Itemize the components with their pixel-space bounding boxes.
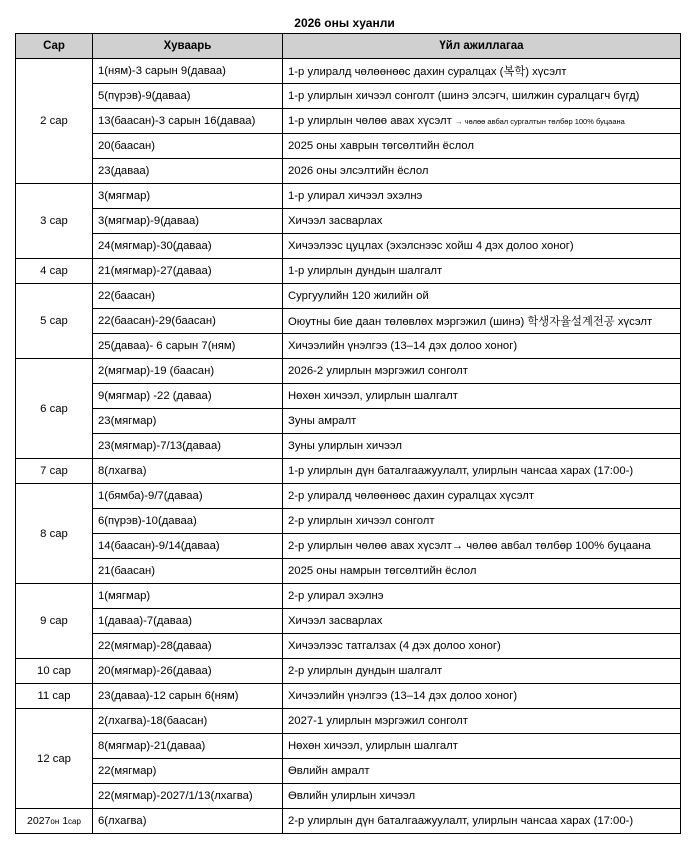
activity-cell: Хичээлийн үнэлгээ (13–14 дэх долоо хоног) [283, 684, 681, 709]
activity-cell: 2-р улирлын дундын шалгалт [283, 659, 681, 684]
activity-cell: Сургуулийн 120 жилийн ой [283, 284, 681, 309]
activity-cell: 2-р улирлын чөлөө авах хүсэлт→ чөлөө авбал төлбөр 100% буцаана [283, 534, 681, 559]
schedule-cell: 20(мягмар)-26(даваа) [93, 659, 283, 684]
activity-cell: 2025 оны намрын төгсөлтийн ёслол [283, 559, 681, 584]
table-row [16, 409, 681, 434]
table-row [16, 634, 681, 659]
month-cell: 6 сар [16, 359, 93, 459]
activity-cell: Зуны амралт [283, 409, 681, 434]
table-row [16, 334, 681, 359]
month-number: 1 [59, 815, 69, 827]
schedule-cell: 24(мягмар)-30(даваа) [93, 234, 283, 259]
schedule-cell: 14(баасан)-9/14(даваа) [93, 534, 283, 559]
activity-cell: Өвлийн амралт [283, 759, 681, 784]
table-row [16, 459, 681, 484]
table-row [16, 59, 681, 84]
schedule-cell: 22(баасан) [93, 284, 283, 309]
table-row [16, 159, 681, 184]
schedule-cell: 22(мягмар)-28(даваа) [93, 634, 283, 659]
month-cell: 5 сар [16, 284, 93, 359]
schedule-cell: 5(пүрэв)-9(даваа) [93, 84, 283, 109]
activity-cell: 1-р улиралд чөлөөнөөс дахин суралцах (복학) хүсэлт [283, 59, 681, 84]
month-cell: 3 сар [16, 184, 93, 259]
schedule-cell: 2(мягмар)-19 (баасан) [93, 359, 283, 384]
schedule-cell: 9(мягмар) -22 (даваа) [93, 384, 283, 409]
table-row [16, 509, 681, 534]
table-row [16, 559, 681, 584]
table-row [16, 284, 681, 309]
activity-cell: 2-р улирал эхэлнэ [283, 584, 681, 609]
schedule-cell: 6(пүрэв)-10(даваа) [93, 509, 283, 534]
schedule-cell: 23(даваа) [93, 159, 283, 184]
table-row [16, 784, 681, 809]
schedule-cell: 22(баасан)-29(баасан) [93, 309, 283, 334]
schedule-cell: 23(мягмар)-7/13(даваа) [93, 434, 283, 459]
table-row [16, 209, 681, 234]
activity-text: 1-р улирлын чөлөө авах хүсэлт [288, 115, 452, 127]
table-row [16, 309, 681, 334]
schedule-cell: 22(мягмар) [93, 759, 283, 784]
activity-cell: Зуны улирлын хичээл [283, 434, 681, 459]
table-row [16, 809, 681, 834]
schedule-cell: 22(мягмар)-2027/1/13(лхагва) [93, 784, 283, 809]
activity-cell: 2-р улирлын дүн баталгаажуулалт, улирлын чансаа харах (17:00-) [283, 809, 681, 834]
activity-cell: 1-р улирлын дүн баталгаажуулалт, улирлын чансаа харах (17:00-) [283, 459, 681, 484]
schedule-cell: 1(мягмар) [93, 584, 283, 609]
month-cell: 2 сар [16, 59, 93, 184]
activity-cell: 1-р улирлын дундын шалгалт [283, 259, 681, 284]
table-row [16, 434, 681, 459]
table-row [16, 234, 681, 259]
table-row [16, 734, 681, 759]
activity-cell [283, 109, 681, 134]
page-title: 2026 оны хуанли [294, 16, 395, 30]
table-row [16, 259, 681, 284]
activity-cell: 1-р улирлын хичээл сонголт (шинэ элсэгч, шилжин суралцагч бүгд) [283, 84, 681, 109]
month-year-suffix: он [50, 817, 60, 826]
activity-note: → чөлөө авбал сургалтын төлбөр 100% буцаана [454, 117, 625, 126]
month-cell: 11 сар [16, 684, 93, 709]
schedule-cell: 23(мягмар) [93, 409, 283, 434]
month-year: 2027 [27, 815, 51, 827]
table-row [16, 184, 681, 209]
schedule-cell: 1(ням)-3 сарын 9(даваа) [93, 59, 283, 84]
table-row [16, 384, 681, 409]
table-row [16, 484, 681, 509]
month-cell: 12 сар [16, 709, 93, 809]
activity-cell: 2025 оны хаврын төгсөлтийн ёслол [283, 134, 681, 159]
table-row [16, 609, 681, 634]
schedule-cell: 20(баасан) [93, 134, 283, 159]
activity-cell: Оюутны бие даан төлөвлөх мэргэжил (шинэ) 학생자율설계전공 хүсэлт [283, 309, 681, 334]
month-cell: 4 сар [16, 259, 93, 284]
month-cell: 8 сар [16, 484, 93, 584]
table-row [16, 684, 681, 709]
activity-cell: Нөхөн хичээл, улирлын шалгалт [283, 734, 681, 759]
table-row [16, 659, 681, 684]
calendar-table [15, 33, 681, 834]
table-row [16, 759, 681, 784]
table-row [16, 709, 681, 734]
schedule-cell: 1(бямба)-9/7(даваа) [93, 484, 283, 509]
schedule-cell: 25(даваа)- 6 сарын 7(ням) [93, 334, 283, 359]
table-row [16, 584, 681, 609]
schedule-cell: 21(мягмар)-27(даваа) [93, 259, 283, 284]
activity-cell: 2026 оны элсэлтийн ёслол [283, 159, 681, 184]
activity-cell: Хичээлээс татгалзах (4 дэх долоо хоног) [283, 634, 681, 659]
month-cell: 10 сар [16, 659, 93, 684]
month-suffix: сар [68, 817, 81, 826]
table-row [16, 534, 681, 559]
schedule-cell: 23(даваа)-12 сарын 6(ням) [93, 684, 283, 709]
schedule-cell: 2(лхагва)-18(баасан) [93, 709, 283, 734]
schedule-cell: 8(мягмар)-21(даваа) [93, 734, 283, 759]
activity-cell: Хичээл засварлах [283, 609, 681, 634]
table-row [16, 84, 681, 109]
activity-cell: Хичээл засварлах [283, 209, 681, 234]
activity-cell: 2-р улирлын хичээл сонголт [283, 509, 681, 534]
header-activity: Үйл ажиллагаа [283, 34, 681, 59]
activity-cell: Хичээлийн үнэлгээ (13–14 дэх долоо хоног) [283, 334, 681, 359]
month-cell: 9 сар [16, 584, 93, 659]
activity-cell: 2027-1 улирлын мэргэжил сонголт [283, 709, 681, 734]
activity-cell: Хичээлээс цуцлах (эхэлснээс хойш 4 дэх долоо хоног) [283, 234, 681, 259]
schedule-cell: 21(баасан) [93, 559, 283, 584]
table-row [16, 359, 681, 384]
schedule-cell: 3(мягмар)-9(даваа) [93, 209, 283, 234]
table-row [16, 109, 681, 134]
schedule-cell: 3(мягмар) [93, 184, 283, 209]
activity-cell: 2-р улиралд чөлөөнөөс дахин суралцах хүсэлт [283, 484, 681, 509]
schedule-cell: 1(даваа)-7(даваа) [93, 609, 283, 634]
table-row [16, 134, 681, 159]
header-month: Сар [16, 34, 93, 59]
activity-cell: 2026-2 улирлын мэргэжил сонголт [283, 359, 681, 384]
schedule-cell: 13(баасан)-3 сарын 16(даваа) [93, 109, 283, 134]
header-schedule: Хуваарь [93, 34, 283, 59]
schedule-cell: 6(лхагва) [93, 809, 283, 834]
activity-cell: Нөхөн хичээл, улирлын шалгалт [283, 384, 681, 409]
table-header-row [16, 34, 681, 59]
month-cell [16, 809, 93, 834]
schedule-cell: 8(лхагва) [93, 459, 283, 484]
month-cell: 7 сар [16, 459, 93, 484]
activity-cell: 1-р улирал хичээл эхэлнэ [283, 184, 681, 209]
activity-cell: Өвлийн улирлын хичээл [283, 784, 681, 809]
